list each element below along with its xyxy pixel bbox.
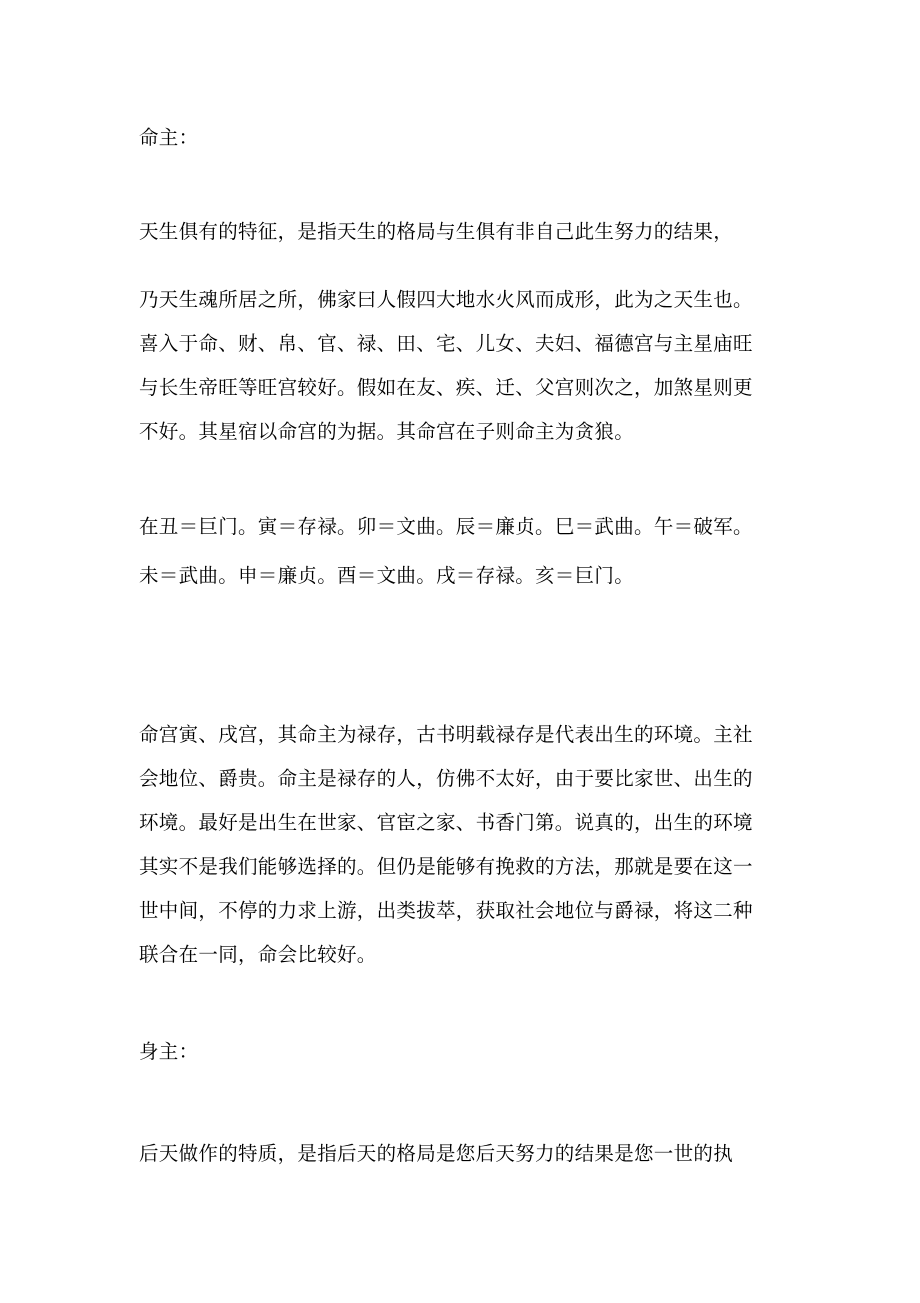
paragraph-line: 未＝武曲。申＝廉贞。酉＝文曲。戌＝存禄。亥＝巨门。 [139, 564, 635, 587]
paragraph-line: 后天做作的特质，是指后天的格局是您后天努力的结果是您一世的执 [139, 1142, 734, 1165]
paragraph-line: 会地位、爵贵。命主是禄存的人，仿佛不太好，由于要比家世、出生的 [139, 767, 753, 790]
paragraph-line: 其实不是我们能够选择的。但仍是能够有挽救的方法，那就是要在这一 [139, 855, 753, 878]
section-heading-shen-zhu: 身主： [139, 1040, 199, 1063]
paragraph-line: 与长生帝旺等旺宫较好。假如在友、疾、迁、父宫则次之，加煞星则更 [139, 376, 753, 399]
paragraph-line: 乃天生魂所居之所，佛家曰人假四大地水火风而成形，此为之天生也。 [139, 288, 753, 311]
section-heading-ming-zhu: 命主： [139, 126, 199, 149]
paragraph-line: 喜入于命、财、帛、官、禄、田、宅、儿女、夫妇、福德宫与主星庙旺 [139, 332, 753, 355]
paragraph-line: 在丑＝巨门。寅＝存禄。卯＝文曲。辰＝廉贞。巳＝武曲。午＝破军。 [139, 515, 753, 538]
paragraph-line: 不好。其星宿以命宫的为据。其命宫在子则命主为贪狼。 [139, 420, 635, 443]
paragraph-line: 命宫寅、戌宫，其命主为禄存，古书明载禄存是代表出生的环境。主社 [139, 723, 753, 746]
paragraph-line: 联合在一同，命会比较好。 [139, 943, 377, 966]
paragraph-line: 世中间，不停的力求上游，出类拔萃，获取社会地位与爵禄，将这二种 [139, 899, 753, 922]
paragraph-line: 环境。最好是出生在世家、官宦之家、书香门第。说真的，出生的环境 [139, 811, 753, 834]
paragraph-line: 天生俱有的特征，是指天生的格局与生俱有非自己此生努力的结果， [139, 220, 734, 243]
